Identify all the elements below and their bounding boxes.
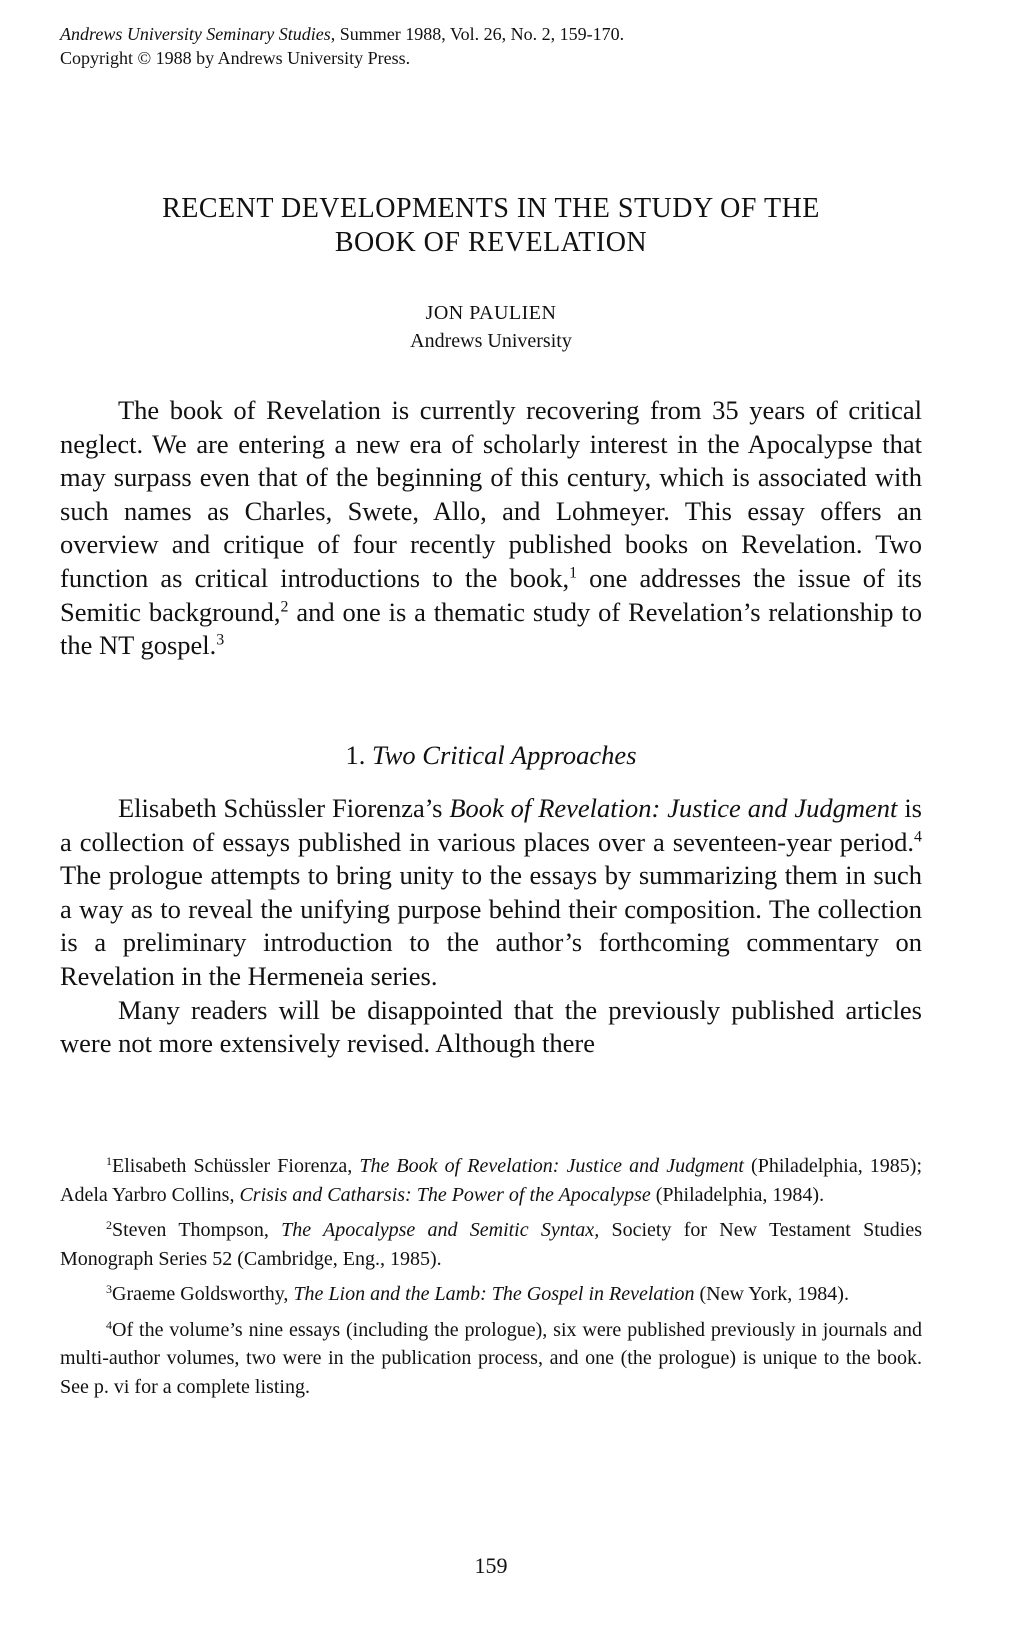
section-number: 1. — [345, 740, 366, 770]
footnote-text: Of the volume’s nine essays (including the prologue), six were published previously in journals and multi-author volumes, two were in the publication process, and one (the prologue) is unique to the book. See p. vi for a complete listing. — [60, 1318, 922, 1398]
book-title: Book of Revelation: Justice and Judgment — [449, 793, 898, 823]
article-title — [60, 192, 922, 260]
para2-text-c: The prologue attempts to bring unity to the essays by summarizing them in such a way as to reveal the unifying purpose behind their composition. The collection is a preliminary introduction to the author’s forthcoming commentary on Revelation in the Hermeneia series. — [60, 860, 922, 991]
paragraph-2 — [60, 792, 922, 994]
footnote-text: (Philadelphia, 1985); Adela Yarbro Collins, — [60, 1155, 923, 1206]
footnote-3 — [60, 1280, 922, 1309]
footnote-text: Elisabeth Schüssler Fiorenza, — [112, 1155, 360, 1177]
para1-text-c: and one is a thematic study of Revelation’s relationship to the NT gospel. — [60, 596, 922, 661]
author-name: JON PAULIEN — [425, 302, 557, 324]
footnote-ref-2[interactable]: 2 — [280, 598, 289, 616]
footnote-ref-3[interactable]: 3 — [216, 631, 225, 649]
cited-title: The Lion and the Lamb: The Gospel in Revelation — [293, 1283, 695, 1305]
footnote-number: 1 — [106, 1153, 112, 1168]
author-affiliation: Andrews University — [410, 330, 572, 352]
footnote-text: Society for New Testament Studies Monograph Series 52 (Cambridge, Eng., 1985). — [60, 1219, 923, 1270]
title-line-1: RECENT DEVELOPMENTS IN THE STUDY OF THE — [162, 193, 820, 224]
paper-page — [60, 0, 922, 1628]
footnote-text: Graeme Goldsworthy, — [112, 1283, 294, 1305]
cited-title: The Apocalypse and Semitic Syntax, — [281, 1219, 600, 1241]
journal-name: Andrews University Seminary Studies — [60, 24, 331, 44]
intro-paragraph — [60, 394, 922, 663]
journal-header — [60, 22, 922, 70]
citation-line — [60, 22, 922, 46]
footnote-text: Steven Thompson, — [112, 1219, 282, 1241]
paragraph-3: Many readers will be disappointed that the previously published articles were not more extensively revised. Although there — [60, 994, 922, 1059]
footnote-number: 3 — [106, 1281, 112, 1296]
footnote-number: 4 — [106, 1317, 112, 1332]
para2-text-a: Elisabeth Schüssler Fiorenza’s — [118, 793, 450, 823]
section-title: Two Critical Approaches — [371, 740, 637, 770]
footnote-ref-1[interactable]: 1 — [569, 564, 578, 582]
page-number: 159 — [474, 1553, 508, 1578]
footnote-4 — [60, 1316, 922, 1402]
footnotes — [60, 1152, 922, 1408]
section-heading — [60, 738, 922, 772]
footnote-1 — [60, 1152, 922, 1209]
footnote-text: (New York, 1984). — [694, 1283, 849, 1305]
para1-text-a: The book of Revelation is currently recovering from 35 years of critical neglect. We are entering a new era of scholarly interest in the Apocalypse that may surpass even that of the beginning of this century, which is associated with such names as Charles, Swete, Allo, and Lohmeyer. This essay offers an overview and critique of four recently published books on Revelation. Two function as critical introductions to the book, — [60, 395, 922, 593]
footnote-ref-4[interactable]: 4 — [914, 828, 922, 846]
footnote-number: 2 — [106, 1217, 112, 1232]
para1-text-b: one addresses the issue of its Semitic background, — [60, 562, 922, 627]
para2-text-b: is a collection of essays published in various places over a seventeen-year period. — [60, 793, 922, 857]
footnote-2 — [60, 1216, 922, 1273]
cited-title: Crisis and Catharsis: The Power of the Apocalypse — [239, 1183, 651, 1206]
footnote-text: (Philadelphia, 1984). — [650, 1183, 825, 1206]
body-text — [60, 792, 922, 1061]
issue-info: , Summer 1988, Vol. 26, No. 2, 159-170. — [330, 24, 625, 44]
copyright-line: Copyright © 1988 by Andrews University Press. — [60, 48, 411, 68]
title-line-2: BOOK OF REVELATION — [334, 227, 648, 258]
cited-title: The Book of Revelation: Justice and Judgment — [359, 1155, 744, 1177]
